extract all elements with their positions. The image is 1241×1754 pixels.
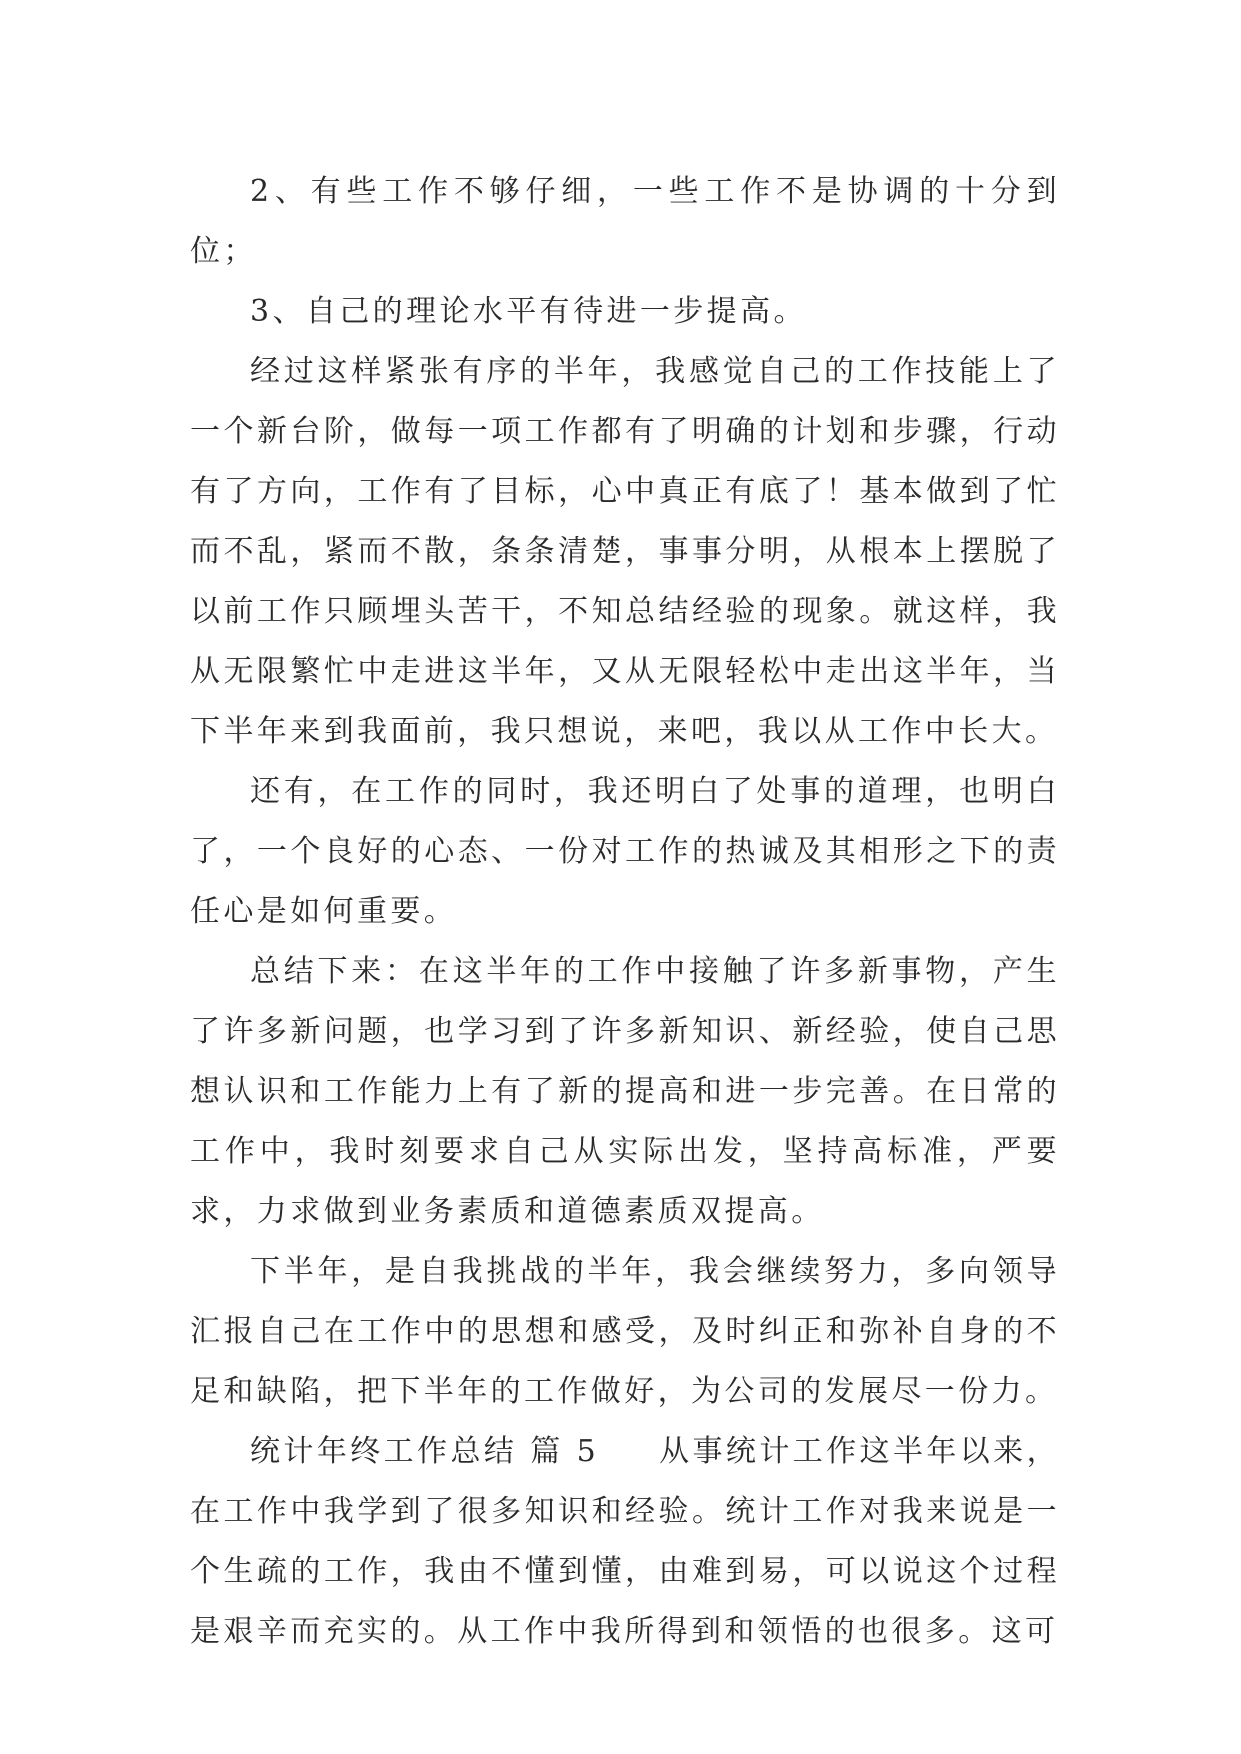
paragraph-section-5 <box>190 1422 1060 1662</box>
document-body <box>190 162 1060 1662</box>
paragraph-second-half: 下半年，是自我挑战的半年，我会继续努力，多向领导汇报自己在工作中的思想和感受，及时纠正和弥补自身的不足和缺陷，把下半年的工作做好，为公司的发展尽一份力。 <box>190 1254 1060 1409</box>
paragraph-item-3: 3、自己的理论水平有待进一步提高。 <box>250 294 807 329</box>
section-heading: 统计年终工作总结 篇 5 <box>250 1434 600 1469</box>
paragraph-item-2: 2、有些工作不够仔细，一些工作不是协调的十分到位； <box>190 174 1060 269</box>
section-body: 从事统计工作这半年以来，在工作中我学到了很多知识和经验。统计工作对我来说是一个生疏的工作，我由不懂到懂，由难到易，可以说这个过程是艰辛而充实的。从工作中我所得到和领悟的也很多。这可 <box>190 1434 1060 1649</box>
paragraph-work-skills: 经过这样紧张有序的半年，我感觉自己的工作技能上了一个新台阶，做每一项工作都有了明确的计划和步骤，行动有了方向，工作有了目标，心中真正有底了！基本做到了忙而不乱，紧而不散，条条清楚，事事分明，从根本上摆脱了以前工作只顾埋头苦干，不知总结经验的现象。就这样，我从无限繁忙中走进这半年，又从无限轻松中走出这半年，当下半年来到我面前，我只想说，来吧，我以从工作中长大。 <box>190 354 1060 749</box>
paragraph-attitude: 还有，在工作的同时，我还明白了处事的道理，也明白了，一个良好的心态、一份对工作的热诚及其相形之下的责任心是如何重要。 <box>190 774 1060 929</box>
paragraph-summary: 总结下来：在这半年的工作中接触了许多新事物，产生了许多新问题，也学习到了许多新知识、新经验，使自己思想认识和工作能力上有了新的提高和进一步完善。在日常的工作中，我时刻要求自己从实际出发，坚持高标准，严要求，力求做到业务素质和道德素质双提高。 <box>190 954 1060 1229</box>
